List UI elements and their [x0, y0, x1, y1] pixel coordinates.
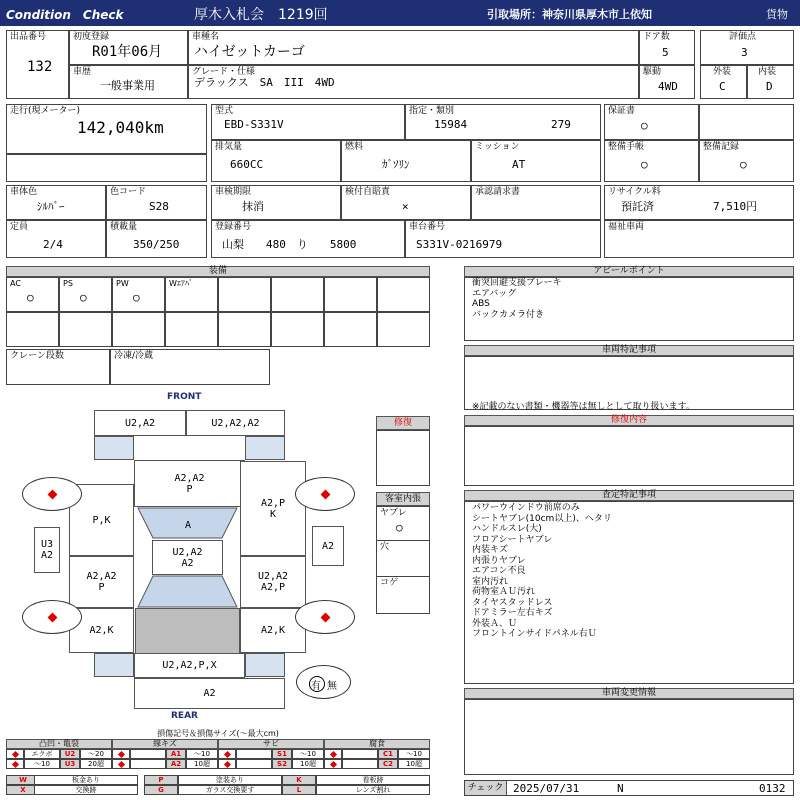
liability-value: ×	[402, 200, 409, 213]
inspector-header: 査定特記事項	[464, 490, 794, 501]
score-cell	[700, 30, 794, 65]
part-roof: U2,A2 A2	[152, 540, 223, 575]
score-label: 評価点	[729, 32, 757, 42]
check-label: チェック	[465, 781, 507, 795]
history-cell	[69, 65, 188, 99]
equipment-cell	[112, 277, 165, 312]
equipment-cell	[324, 312, 377, 347]
inspector-line: 室内汚れ	[472, 576, 509, 587]
inspector-line: ハンドルスレ(大)	[472, 524, 542, 534]
part-hood: A2,A2 P	[134, 460, 245, 507]
fuel-value: ｶﾞｿﾘﾝ	[382, 158, 410, 171]
equipment-cell	[112, 312, 165, 347]
front-left-fender	[94, 436, 134, 460]
equipment-cell	[377, 277, 430, 312]
repair-header: 修復	[376, 416, 430, 430]
load-label: 積載量	[110, 222, 138, 232]
equipment-label: PS	[63, 279, 73, 288]
legend-diamond-cell	[6, 749, 24, 759]
legend-code: U3	[60, 759, 80, 769]
inspector-line: フロアシートヤブレ	[472, 534, 553, 545]
crane-label: クレーン段数	[10, 351, 64, 361]
rear-left-fender	[94, 653, 134, 677]
lot-number-cell	[6, 30, 69, 99]
chassis-label: 車台番号	[409, 222, 446, 232]
legend-group: 線キズ	[112, 739, 218, 749]
lot-label: 出品番号	[10, 32, 47, 42]
check-date: 2025/07/31	[513, 782, 580, 795]
displacement-value: 660CC	[230, 158, 264, 171]
legend-desc	[236, 749, 272, 759]
plate-label: 登録番号	[215, 222, 252, 232]
equipment-header: 装備	[6, 266, 430, 277]
model-cell	[211, 104, 405, 140]
appeal-header: アピールポイント	[464, 266, 794, 277]
legend-mark: X	[6, 785, 40, 795]
equipment-cell	[271, 312, 324, 347]
first-reg-value: R01年06月	[92, 44, 163, 60]
damage-diamond-icon	[321, 613, 331, 623]
equipment-label: Wｴｱﾊﾞ	[169, 279, 193, 288]
mileage-label: 走行(現メーター)	[10, 106, 81, 116]
color-value: ｼﾙﾊﾞｰ	[37, 200, 65, 213]
legend-desc: 〜10	[24, 759, 60, 769]
legend-mark-desc: レンズ割れ	[316, 785, 430, 795]
cabin-header: 客室内張	[376, 492, 430, 506]
mission-label: ミッション	[475, 142, 520, 152]
exterior-label: 外装	[713, 67, 732, 77]
part-roof-fl: U2,A2	[94, 410, 186, 436]
warranty-label: 保証書	[608, 106, 636, 116]
damage-diamond-icon	[12, 761, 19, 768]
manual-label: 整備手帳	[608, 142, 645, 152]
front-label: FRONT	[167, 392, 202, 402]
legend-size: 10超	[398, 759, 430, 769]
equipment-cell	[271, 277, 324, 312]
legend-diamond-cell	[6, 759, 24, 769]
legend-diamond-cell	[324, 749, 342, 759]
cabin-hole-label: 穴	[380, 542, 390, 552]
score-value: 3	[741, 46, 748, 59]
wheel-front-right	[295, 477, 355, 511]
color-code-label: 色コード	[110, 187, 147, 197]
mission-cell	[471, 140, 601, 182]
load-cell	[106, 220, 207, 258]
legend-mark: W	[6, 775, 40, 785]
grade-value: デラックス SA III 4WD	[194, 76, 335, 89]
damage-diamond-icon	[118, 751, 125, 758]
crane-cell	[6, 349, 110, 385]
cabin-tear-label: ヤブレ	[380, 508, 407, 518]
appeal-line: エアバッグ	[472, 288, 517, 299]
reefer-label: 冷凍/冷蔵	[114, 351, 154, 361]
equipment-cell	[6, 312, 59, 347]
capacity-value: 2/4	[43, 238, 63, 251]
equipment-cell	[59, 277, 112, 312]
recycle-status: 預託済	[621, 200, 654, 213]
damage-diamond-icon	[12, 751, 19, 758]
legend-size: 〜10	[398, 749, 430, 759]
chassis-value: S331V-0216979	[416, 238, 503, 251]
legend-size: 10超	[292, 759, 324, 769]
legend-mark-desc: 交換跡	[34, 785, 138, 795]
liability-label: 検付自賠責	[345, 187, 391, 197]
doors-value: 5	[662, 46, 669, 59]
exterior-value: C	[719, 80, 726, 93]
warranty-value: ○	[641, 119, 648, 132]
legend-size: 20超	[80, 759, 112, 769]
first-reg-cell	[69, 30, 188, 65]
cabin-tear-value: ○	[396, 521, 403, 534]
record-label: 整備記録	[703, 142, 740, 152]
legend-mark: G	[144, 785, 178, 795]
auction-name: 厚木入札会 1219回	[194, 7, 328, 23]
inspector-line: ドアミラー左右キズ	[472, 608, 553, 618]
change-box	[464, 699, 794, 775]
inspector-line: タイヤスタッドレス	[472, 597, 553, 608]
inspection-cell	[211, 185, 341, 220]
inspector-line: 荷物室ＡＵ汚れ	[472, 587, 536, 597]
equipment-cell	[165, 312, 218, 347]
spare-no: 無	[327, 681, 337, 692]
equipment-label: PW	[116, 279, 129, 288]
designation-value-2: 279	[551, 118, 571, 131]
history-value: 一般事業用	[100, 79, 155, 92]
recycle-label: リサイクル料	[608, 187, 661, 197]
header-title: Condition Check	[6, 8, 124, 22]
approval-cell	[471, 185, 601, 220]
color-code-value: S28	[149, 200, 169, 213]
wheel-rear-left	[22, 600, 82, 634]
appeal-line: ABS	[472, 299, 490, 309]
grade-label: グレード・仕様	[192, 67, 256, 77]
mileage-cell	[6, 104, 207, 154]
plate-cell	[211, 220, 405, 258]
legend-mark-desc: 塗装あり	[178, 775, 282, 785]
part-lr-quarter: A2,K	[69, 608, 134, 653]
part-lf-door: P,K	[69, 484, 134, 556]
part-rf-door: A2,P K	[240, 461, 306, 556]
damage-diamond-icon	[321, 490, 331, 500]
wheel-rear-right	[295, 600, 355, 634]
legend-diamond-cell	[218, 749, 236, 759]
drive-cell	[639, 65, 695, 99]
inspector-box	[464, 501, 794, 684]
legend-mark-desc: 板金あり	[34, 775, 138, 785]
damage-diamond-icon	[330, 751, 337, 758]
record-cell	[699, 140, 794, 182]
lot-value: 132	[27, 59, 53, 75]
rear-right-fender	[245, 653, 285, 677]
rear-label: REAR	[171, 711, 198, 721]
front-right-fender	[245, 436, 285, 460]
part-windshield: A	[184, 519, 192, 531]
appeal-line: 衝突回避支援ブレーキ	[472, 278, 562, 288]
damage-diamond-icon	[330, 761, 337, 768]
legend-code: C1	[378, 749, 398, 759]
part-right-step: A2	[312, 526, 344, 566]
equipment-cell	[218, 312, 271, 347]
load-value: 350/250	[133, 238, 180, 251]
repair-content-header: 修復内容	[464, 415, 794, 426]
legend-mark-desc: 看板跡	[316, 775, 430, 785]
equipment-cell	[377, 312, 430, 347]
repair-content-box	[464, 426, 794, 486]
recycle-cell	[604, 185, 794, 220]
welfare-label: 福祉車両	[608, 222, 645, 232]
designation-cell	[405, 104, 601, 140]
wheel-front-left	[22, 477, 82, 511]
damage-diamond-icon	[48, 613, 58, 623]
designation-label: 指定・類別	[409, 106, 455, 116]
legend-diamond-cell	[218, 759, 236, 769]
legend-mark: P	[144, 775, 178, 785]
legend-code: C2	[378, 759, 398, 769]
legend-group: 凸凹・亀裂	[6, 739, 112, 749]
damage-diamond-icon	[224, 751, 231, 758]
capacity-cell	[6, 220, 106, 258]
manual-cell	[604, 140, 699, 182]
plate-value: 山梨 480 り 5800	[222, 238, 357, 251]
legend-size: 〜10	[292, 749, 324, 759]
special-note: ※記載のない書類・機器等は無しとして取り扱います。	[472, 402, 695, 412]
part-rear-bumper: U2,A2,P,X	[134, 653, 245, 678]
car-name-label: 車種名	[192, 32, 220, 42]
capacity-label: 定員	[10, 222, 29, 232]
legend-desc	[342, 749, 378, 759]
legend-desc: エクボ	[24, 749, 60, 759]
mileage-value: 142,040km	[77, 118, 164, 137]
part-left-step: U3 A2	[34, 527, 60, 573]
equipment-value: ○	[27, 291, 34, 304]
inspection-value: 抹消	[242, 200, 264, 213]
legend-title: 損傷記号＆損傷サイズ(〜最大cm)	[6, 729, 430, 740]
drive-label: 駆動	[643, 67, 662, 77]
damage-diamond-icon	[224, 761, 231, 768]
cargo-floor	[135, 608, 240, 654]
fuel-label: 燃料	[345, 142, 364, 152]
history-label: 車歴	[73, 67, 92, 77]
appeal-line: バックカメラ付き	[472, 309, 545, 320]
mileage-blank-cell	[6, 154, 207, 182]
inspector-line: パワーウインドウ前席のみ	[472, 503, 580, 513]
equipment-label: AC	[10, 279, 21, 288]
legend-mark: L	[282, 785, 316, 795]
legend-desc	[236, 759, 272, 769]
first-reg-label: 初度登録	[73, 32, 110, 42]
legend-diamond-cell	[324, 759, 342, 769]
equipment-cell	[324, 277, 377, 312]
warranty-cell	[604, 104, 699, 140]
model-value: EBD-S331V	[224, 118, 284, 131]
model-label: 型式	[215, 106, 234, 116]
inspector-line: 外装Ａ、Ｕ	[472, 618, 518, 629]
chassis-cell	[405, 220, 601, 258]
damage-diamond-icon	[48, 490, 58, 500]
designation-value-1: 15984	[434, 118, 468, 131]
equipment-cell	[59, 312, 112, 347]
recycle-amount: 7,510円	[713, 200, 758, 213]
equipment-cell	[218, 277, 271, 312]
pickup-location: 引取場所：神奈川県厚木市上依知	[487, 8, 652, 21]
part-roof-fr: U2,A2,A2	[186, 410, 285, 436]
part-rr-quarter: A2,K	[240, 608, 306, 653]
liability-cell	[341, 185, 471, 220]
legend-code: S1	[272, 749, 292, 759]
displacement-label: 排気量	[215, 142, 243, 152]
check-box	[464, 780, 794, 796]
drive-value: 4WD	[658, 80, 678, 93]
change-header: 車両変更情報	[464, 688, 794, 699]
legend-size: 〜10	[186, 749, 218, 759]
legend-size: 〜20	[80, 749, 112, 759]
part-rear-panel: A2	[134, 678, 285, 709]
inspector-line: フロントインサイドパネル右Ｕ	[472, 629, 597, 639]
inspector-lines	[472, 503, 612, 640]
appeal-box	[464, 277, 794, 341]
repair-box	[376, 430, 430, 486]
legend-diamond-cell	[112, 749, 130, 759]
inspection-label: 車検期限	[215, 187, 252, 197]
inspector-line: 内張りヤブレ	[472, 555, 526, 566]
car-name-value: ハイゼットカーゴ	[194, 44, 305, 60]
grade-cell	[188, 65, 639, 99]
cabin-box	[376, 506, 430, 614]
color-label: 車体色	[10, 187, 38, 197]
interior-value: D	[766, 80, 773, 93]
equipment-value: ○	[80, 291, 87, 304]
manual-value: ○	[641, 158, 648, 171]
legend-code: S2	[272, 759, 292, 769]
spare-yes: 有	[311, 681, 321, 692]
interior-label: 内装	[758, 67, 777, 77]
approval-label: 承認請求書	[475, 187, 521, 197]
rear-glass	[138, 576, 237, 607]
spare-tire	[296, 665, 351, 699]
legend-group: 腐食	[324, 739, 430, 749]
legend-group: サビ	[218, 739, 324, 749]
displacement-cell	[211, 140, 341, 182]
inspector-line: シートヤブレ(10cm以上)、ヘタリ	[472, 513, 612, 524]
appeal-lines	[472, 278, 562, 320]
check-mark: N	[617, 782, 624, 795]
interior-cell	[747, 65, 794, 99]
equipment-cell	[6, 277, 59, 312]
legend-size: 10超	[186, 759, 218, 769]
part-lr-door: A2,A2 P	[69, 556, 134, 608]
special-header: 車両特記事項	[464, 345, 794, 356]
legend-code: A1	[166, 749, 186, 759]
check-number: 0132	[759, 782, 786, 795]
mission-value: AT	[512, 158, 526, 171]
damage-diamond-icon	[118, 761, 125, 768]
legend-mark-desc: ガラス交換要す	[178, 785, 282, 795]
exterior-cell	[700, 65, 747, 99]
legend-desc	[342, 759, 378, 769]
legend-code: U2	[60, 749, 80, 759]
car-name-cell	[188, 30, 639, 65]
inspector-line: エアコン不良	[472, 566, 526, 576]
legend-desc	[130, 759, 166, 769]
vehicle-type: 貨物	[766, 8, 788, 21]
color-cell	[6, 185, 106, 220]
welfare-cell	[604, 220, 794, 258]
reefer-cell	[110, 349, 270, 385]
legend-code: A2	[166, 759, 186, 769]
header-bar	[0, 0, 800, 26]
inspector-line: 内装キズ	[472, 545, 508, 555]
doors-label: ドア数	[643, 32, 670, 42]
equipment-value: ○	[133, 291, 140, 304]
doors-cell	[639, 30, 695, 65]
color-code-cell	[106, 185, 207, 220]
fuel-cell	[341, 140, 471, 182]
legend-desc	[130, 749, 166, 759]
cabin-burn-label: コゲ	[380, 578, 399, 588]
equipment-cell	[165, 277, 218, 312]
record-value: ○	[740, 158, 747, 171]
part-rr-door: U2,A2 A2,P	[240, 556, 306, 608]
legend-mark: K	[282, 775, 316, 785]
legend-diamond-cell	[112, 759, 130, 769]
special-box	[464, 356, 794, 410]
warranty-blank-cell	[699, 104, 794, 140]
